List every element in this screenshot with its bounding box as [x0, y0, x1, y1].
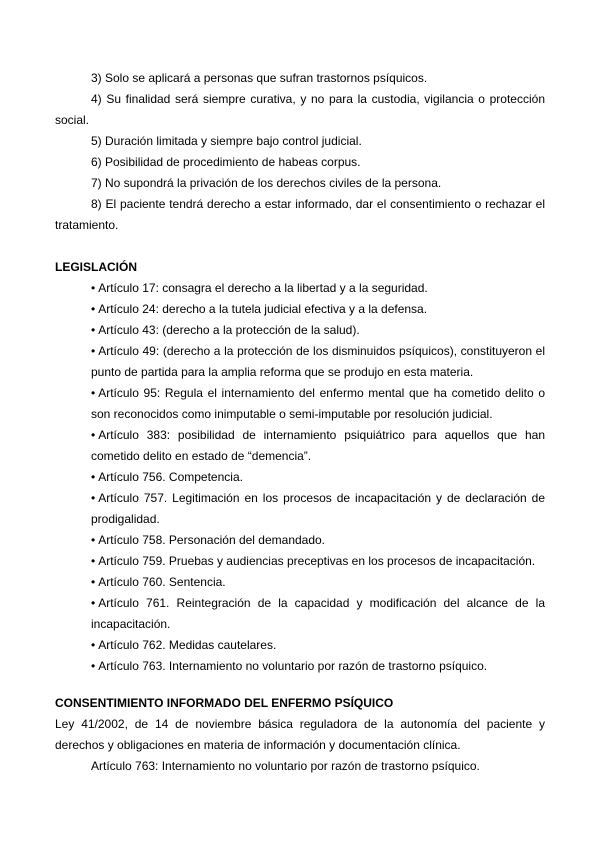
bullet-icon: • [91, 470, 96, 484]
legislacion-item [91, 278, 545, 299]
legislacion-item [91, 488, 545, 530]
legislacion-item-text: Artículo 761. Reintegración de la capacidad y modificación del alcance de la incapacitación. [91, 596, 545, 631]
legislacion-item-text: Artículo 17: consagra el derecho a la libertad y a la seguridad. [98, 281, 428, 295]
bullet-icon: • [91, 575, 96, 589]
legislacion-item [91, 593, 545, 635]
bullet-icon: • [91, 596, 96, 610]
legislacion-item-text: Artículo 49: (derecho a la protección de los disminuidos psíquicos), constituyeron el punto de partida para la amplia reforma que se produjo en esta materia. [91, 344, 545, 379]
bullet-icon: • [91, 491, 96, 505]
legislacion-item [91, 656, 545, 677]
bullet-icon: • [91, 638, 96, 652]
legislacion-item-text: Artículo 757. Legitimación en los procesos de incapacitación y de declaración de prodigalidad. [91, 491, 545, 526]
legislacion-item [91, 467, 545, 488]
legislacion-item-text: Artículo 43: (derecho a la protección de la salud). [98, 323, 360, 337]
legislacion-item [91, 320, 545, 341]
legislacion-item-text: Artículo 24: derecho a la tutela judicial efectiva y a la defensa. [98, 302, 428, 316]
document-page [55, 68, 545, 777]
intro-item-5: 5) Duración limitada y siempre bajo control judicial. [91, 134, 362, 148]
legislacion-item-text: Artículo 756. Competencia. [98, 470, 243, 484]
intro-item-4: 4) Su finalidad será siempre curativa, y no para la custodia, vigilancia o protección social. [55, 92, 545, 127]
consentimiento-paragraph: Ley 41/2002, de 14 de noviembre básica reguladora de la autonomía del paciente y derechos y obligaciones en materia de información y documentación clínica. [55, 717, 545, 752]
legislacion-item-text: Artículo 758. Personación del demandado. [98, 533, 326, 547]
intro-list [55, 68, 545, 236]
legislacion-item-text: Artículo 95: Regula el internamiento del enfermo mental que ha cometido delito o son reconocidos como inimputable o semi-imputable por resolución judicial. [91, 386, 545, 421]
bullet-icon: • [91, 659, 96, 673]
legislacion-item-text: Artículo 759. Pruebas y audiencias preceptivas en los procesos de incapacitación. [98, 554, 536, 568]
consentimiento-heading: CONSENTIMIENTO INFORMADO DEL ENFERMO PSÍQUICO [55, 696, 394, 710]
legislacion-item [91, 383, 545, 425]
intro-item-8: 8) El paciente tendrá derecho a estar informado, dar el consentimiento o rechazar el tratamiento. [55, 197, 545, 232]
bullet-icon: • [91, 302, 96, 316]
legislacion-item [91, 425, 545, 467]
legislacion-item [91, 299, 545, 320]
consentimiento-article: Artículo 763: Internamiento no voluntario por razón de trastorno psíquico. [91, 759, 480, 773]
bullet-icon: • [91, 554, 96, 568]
legislacion-item [91, 572, 545, 593]
legislacion-item-text: Artículo 763. Internamiento no voluntario por razón de trastorno psíquico. [98, 659, 488, 673]
intro-item-6: 6) Posibilidad de procedimiento de habeas corpus. [91, 155, 361, 169]
legislacion-item-text: Artículo 383: posibilidad de internamiento psiquiátrico para aquellos que han cometido delito en estado de “demencia”. [91, 428, 545, 463]
legislacion-item [91, 341, 545, 383]
bullet-icon: • [91, 428, 96, 442]
legislacion-item-text: Artículo 762. Medidas cautelares. [98, 638, 277, 652]
legislacion-item [91, 530, 545, 551]
bullet-icon: • [91, 344, 96, 358]
bullet-icon: • [91, 281, 96, 295]
intro-item-3: 3) Solo se aplicará a personas que sufran trastornos psíquicos. [91, 71, 428, 85]
legislacion-item [91, 551, 545, 572]
legislacion-heading: LEGISLACIÓN [55, 260, 138, 274]
bullet-icon: • [91, 533, 96, 547]
bullet-icon: • [91, 323, 96, 337]
legislacion-item [91, 635, 545, 656]
bullet-icon: • [91, 386, 96, 400]
legislacion-item-text: Artículo 760. Sentencia. [98, 575, 226, 589]
intro-item-7: 7) No supondrá la privación de los derechos civiles de la persona. [91, 176, 442, 190]
legislacion-list [55, 278, 545, 677]
